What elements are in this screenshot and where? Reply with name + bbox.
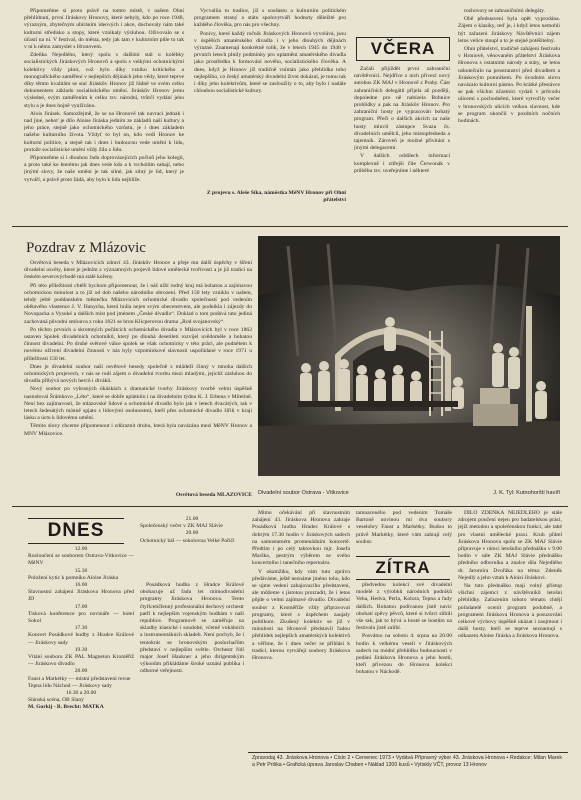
zitra-intro: tamnaceného pod vedením Tomáše Bartoně novinou mi dva soubory veselohry Faust a Markétky. Budou to právě Markétky, které vám zahrají celý soubor. — [356, 510, 452, 545]
photo-caption-left: Divadelní soubor Ostrava - Vítkovice — [258, 490, 349, 496]
program-time: 20.00 — [185, 530, 199, 537]
paragraph: Při této příležitosti chtěli bychom připomenout, že i náš užší rodný kraj má bohatou a zajímavou ochotnickou minulost a to již od dob našeho národního obrození. Před 150 lety vzniklo v našem, tehdy ještě poddanském městečku Mlázovicích ochotnické divadlo společností pod vedením obětavého vlastence J. V. Hanycha, která hrála nejen svým obecenstvem, ale podnikla i zájezdy do Novopacka a Vysoké a dalších míst pod jménem „České divadlo“. Doklad o tom podává tato jediná zachovaná původní smlouva z roku 1821 se hrou Klicperovou drama „Rod svojanovský“. — [24, 282, 252, 325]
program-item: Tisková konference pro novináře — hotel Sokol — [28, 610, 134, 625]
paragraph: Ohni přátelství, tradičně zahájení festivalu v Hronově, věnovaném přátelství Jiráskova Hronova s ostatními národy a státy, se letos uskutečnilo na prostranství před divadlem a Jiráskovým pomníkem. Po úvodním slovu navázalo kulturní pásmo. Po krátké přestávce se pak všichni účastníci vydali v průvodu ulicemi s pochodněmi, které vytvořily večer v hronovských ulicích velkou slavnost, kde se program ukončil v pozdních nočních hodinách. — [458, 46, 560, 125]
photo-caption-right: J. K. Tyl: Kutnohorští havíři — [493, 490, 560, 496]
paragraph: DÍLO ZDEŇKA NEJEDLÉHO je stále zdrojem poučení nejen pro badatelskou práci, jejíž metodou a společenskou funkcí, ale také pro vlastní umělecké praxi. Kruh přátel Jiráskova Hronova spolu se ZK MAJ Slávie připravuje v rámci letošního přednášku v 9.00 hodin v sále ZK MAJ Slávie přednášku předního odborníka a znalce díla Nejedlého dr. Jaromíra Dvořáka na téma: Zdeněk Nejedlý a jeho vztah k Aloisi Jiráskovi. — [458, 510, 562, 581]
program-item: Ochotnický bál — sokolovna Velké Poříčí — [140, 537, 235, 544]
paragraph: Připomeňme si i dlouhou řadu doprovázejících počinů jeho kolegů, a proto také ke kterému jak dnes vede kdo a k vrcholům sahají, nebo jinými slovy, že naše umění je tak silné, jak silný je lid, který je vytváří, a právě proto žádá, aby bylo k lidu nejblíže. — [24, 155, 184, 183]
top-left-column — [24, 8, 184, 218]
paragraph: Alois Jirásek. Samozřejmě, že se na Hronově tak navrací jednak i nad jiné, neboť je dílo Aloise Jiráska jedním ze základů naší kultury a jeho práce, stejně jako ochotnického vzrůstu, je i dnes základem našeho kulturního života. Vždyť to byl on, kdo vedl Hronov ke kulturní politice, a stejně tak i dnes i budoucnu vede umění k lidu, protože socialistické umění vždy žilo z lidu. — [24, 110, 184, 153]
paragraph: Těmito slovy chceme připomenout i zdůraznit druhu, která byla navázána mezi MěNV Hronov a MNV Mlázovice. — [24, 423, 252, 437]
middle-bottom-column — [252, 510, 350, 746]
posadkova-hudba-column — [140, 582, 244, 778]
program-item: Slavnostní zahájení Jiráskova Hronova před JD — [28, 589, 134, 603]
paragraph: předvedou kolekci své divadelní modelé z výrobků národních podniků Veba, Hedva, Perla, Kolora, Tepna a řady dalších. Bohatou podívanou jistě navíc obohatí zpěvy pěvců, které si tvůrci slíbili vše tak, jak to bývá a hosté se hostům na festivalu jistě zalíbí. — [356, 582, 452, 632]
imprint: Zpravodaj 43. Jiráskova Hronova • Číslo 2 • Červenec 1973 • Vydává Přípravný výbor 43. Jiráskova Hronova • Redakce: Milan Marek a Petr Priška • Grafická úprava Jaroslav Chaben • Náklad 1200 kusů • Vytiskly VČT, provoz 13 Hronov — [252, 755, 562, 768]
paragraph: Posvátno na sobotu 4. srpna na 20.00 hodin k velkému veselí v Jiráskových sadech na módní přehlídku budoucnosti v podání Jiráskova Hronova a jeho hostů, kteří přivezou do Hronova kolekci bohatou v Náchodě. — [356, 633, 452, 676]
paragraph: Dnes je divadelní soubor naší osvětové besedy společně s mládeží činný v mnoha dalších ochotnických projevech, v nás se rodí zájem o divadelní tvorbu mezi mladými, jejichž zásluhou do divadla přibývá nových herců i diváků. — [24, 363, 252, 385]
dnes-heading: DNES — [28, 518, 124, 544]
zitra-heading: ZÍTRA — [356, 556, 450, 580]
paragraph: Mimo očekávání při slavnostním zahájení 43. Jiráskova Hronova zahraje Posádková hudba Hradec Králové s dobrým 17.30 hodin v Jiráskových sadech na samostatném promenádním koncertě. Předtím i po celý taktovkou mjr. Josefa Marška, pestrým výběrem ze svého koncertního i tanečního repertoáru. — [252, 510, 350, 567]
paragraph: Zdeňka Nejedlého, který spolu s dalšími stál u kolébky socialistických Jiráskových Hronovů a spolu s velkými ochotnickými kolektivy vždy plnit, což bylo díky vzniku kritického a monografického zaměření v nejlepších dějinách jeho vědy, které teprve díky těmto kvalitám se stal Jiráskův Hronov již řádně ve svém celku dokumentem základu socialistického umění. Jiráskův Hronov jemu výsledné, svým zaměřením k celku tzv. národní, tvůrčí vydání jeho stylu a je dnes hojně využíváno. — [24, 52, 184, 109]
pozdrav-headline: Pozdrav z Mlázovic — [26, 240, 146, 256]
program-item: Koncert Posádkové hudby z Hradce Králové — Jiráskovy sady — [28, 632, 134, 646]
program-time: 19.30 — [74, 646, 88, 653]
paragraph: Začali přijíždět první zahraniční návštěvníci. Nejdříve z nich přivezl nový autobus ZK MAJ v Hronově z Prahy. Část zahraničních delegátů přijela až později, dopoledne pro ně nabízela Bohnice prohlídky a pak na Jiráskův Hronov. Pro zahraniční hosty je vypracován bohatý program. Přečí o dalších akcích za naše hosty mluvil zástupce Svazu čs. divadelních umělců, jeho místopředseda a tajemník. Zároveň je možné přivítání s jinými delegacemi. — [354, 66, 450, 152]
program-time: 12.00 — [74, 546, 88, 552]
program-time: 20.00 — [74, 668, 88, 675]
dnes-program — [28, 546, 134, 776]
top-right-column — [458, 8, 560, 222]
divider — [12, 226, 568, 227]
paragraph: V okamžiku, kdy vám tuto zprávu předáváme, ještě neznáme jméno toho, kdo se ujme vedení zahajovacího představení, ale můžeme s jistotou prozradit, že i letos půjde o velmi zajímavé divadlo. Divadelní soubor z Kroměříže vždy připravoval programy, které s úspěchem zaujaly publikum. Zkušený kolektiv se již v minulosti na Hronově představil řadou přehlídek nejlepších amatérských kolektivů a věříme, že i dnes večer se přihlásí k tradici, kterou vytvářejí soubory Jiráskova Hronova. — [252, 568, 350, 662]
pozdrav-column — [24, 260, 252, 490]
dnes-program-col2 — [140, 516, 244, 556]
paragraph: Po těchto prvních a skromných počátcích ochotnického divadla v Mlázovicích byl v roce 1862 ustaven Spolek divadelních ochotníků, který po dlouhá desetiletí rozvíjel uvědoměle a bohatou činnost divadelní. Po druhé světové válce spolek se však ochotnicky v této práci, ale podnětem k novému oživení divadelní činnosti v nás byly vzpomínkové slavnosti uspořádané v roce 1971 u příležitosti 150 let. — [24, 326, 252, 362]
program-item: Společenský večer v ZK MAJ Slávie — [140, 523, 223, 530]
paragraph: Nový soubor po vybraných úkázkách z dramatické tvorby Jiráskovy tvorbě velmi úspěšně nastudoval Šrámkovo „Léto“, které se dobře uplatnilo i na divadelním týdnu K. J. Erbena v Miletíně. Není bez zajímavosti, že mlázovské lidové a ochotnické divadlo bylo jak v letech dvacátých, tak v letech šedesátých místně spjato s lidovými osobnostmi, kteří přes ochotnické divadlo šířili v kraji lásku a úctu k lidovému umění. — [24, 386, 252, 422]
vcera-heading: VČERA — [356, 37, 450, 61]
paragraph: Na tuto přednášku mají volný přístup všichni zájemci z návštěvníků letošní přehlídky. Zařazením tohoto tématu chtějí pořadatelé ocenit program podobně, a programem Jiráskova Hronova a posuzování celkové výchovy úspěšně ukázat i zaujmout i další hosty, kteří se teprve seznamují s odkazem Aloise Jiráska a Jiráskova Hronova. — [458, 583, 562, 640]
paragraph: Posádková hudba z Hradce Králové obohacuje už řadu let mimodivadelní programy Jiráskova Hronova. Tento čtyřicetičlenný profesionální dechový orchestr patří k nejlepším vojenským hudbám v naší republice. Programově se zaměřuje na skladby klasické i soudobé, včetně vokálních a instrumentálních skladeb. Není pochyb, že i tentokrát se hronovským posluchačům představí v nejlepším světle. Orchestr řídí major Josef Haukner a jeho dirigentským výkonům přikládáme široké uznání publika i odborné veřejnosti. — [140, 582, 244, 675]
zitra-column — [356, 582, 452, 746]
program-item: Rozloučení se souborem Ostrava-Vítkovice — MěNV — [28, 553, 134, 567]
program-item: Tepna lidu Náchod — Jiráskovy sady — [28, 682, 112, 689]
divider — [248, 752, 568, 753]
program-item: Faust a Markétky — místní představení revue — [28, 675, 131, 682]
program-item: M. Gorkij - B. Brecht: MATKA — [28, 704, 104, 711]
program-time: 16.30 a 20.00 — [65, 690, 97, 697]
vcera-column — [354, 66, 450, 222]
paragraph: Ponivy, které každý ročník Jiráskových Hronovů vyvolává, jsou v úspěších amatérského divadla i v jeho dlouhých dějinách výrazné. Znamenají konkrétně tolik, že v letech 1945 do 1948 v prvních letech plnily podmínky pro uplatnění amatérského divadla jako prostředku k formování nového, socialistického člověka. A dnes, když je Hronov již tradičně vnímán jako přehlídka toho nejlepšího, co český amatérský divadelní život dokázal, je tomu tak i díky jeho kolektivům, které se zasloužily o to, aby bylo i nadále chloubou socialistické kultury. — [194, 30, 346, 95]
right-bottom-column — [458, 510, 562, 746]
program-time: 15.30 — [74, 567, 88, 574]
program-item: Slánská scéna, OB Slaný — [28, 697, 84, 704]
paragraph: Obě představení byla opět vyprodána. Zájem o klasiky, teď je, i když letos nemohli být zařazeni Jiráskovy Návštěvníci zájem letos velice stoupl a to je stejně potěšitelný. — [458, 16, 560, 44]
program-time: 17.30 — [74, 625, 88, 632]
top-middle-column — [194, 8, 346, 184]
paragraph: rozhovory se zahraničními delegáty. — [464, 8, 546, 14]
stage-photo — [258, 236, 560, 476]
divider — [12, 506, 568, 507]
pozdrav-signature: Osvětová beseda MLÁZOVICE — [175, 492, 252, 498]
program-item: Položení kytic k pomníku Aloise Jiráska — [28, 574, 119, 581]
paragraph: Připomeňme si proto právě na tomto místě, v našem Ohní přehlídnutí, první Jiráskovy Hronovy, které nebyly, kdo po roce 1948, výrazným, zbytečným ubíráním ideových i akce, dochovaly nám také kulturní středisko a stopy, které vznikaly výsluhou. Oživovalo se s účastí na ní. V festival, do města, tedy jak tam v kulturním půle to tak v ní k němu zamyslet s Hronovem. — [24, 8, 184, 51]
program-item: Vítání souboru ZK PAL Magneton Kroměříž — Jiráskovo divadlo — [28, 654, 134, 668]
paragraph: Vycvalila tu tradice, již s soušastu a kulturním politickém programem straný a státu spoluvytváří hodnoty důležité pro každého člověka, pro nás pro všechny. — [194, 8, 346, 29]
program-time: 21.00 — [185, 516, 199, 522]
program-time: 17.00 — [74, 603, 88, 610]
paragraph: Osvětová beseda v Mlázovicích zdraví 43. Jiráskův Hronov a přeje mu další úspěchy v šíření divadelní osvěty, které je jedním z významných projevů lidové umělecké tvořivosti a je již tradicí na českém severovýchodě má stálé kořeny. — [24, 260, 252, 281]
program-time: 16.00 — [74, 582, 88, 589]
speech-attribution: Z projevu s. Aleše Šika, náměstka MěNV Hronov při Ohni přátelství — [206, 190, 346, 204]
paragraph: V dalších oddílech informací komplexně i zítřejší čile Čerwonák v průběhu tzv. uveřejníme i některé — [354, 153, 450, 174]
